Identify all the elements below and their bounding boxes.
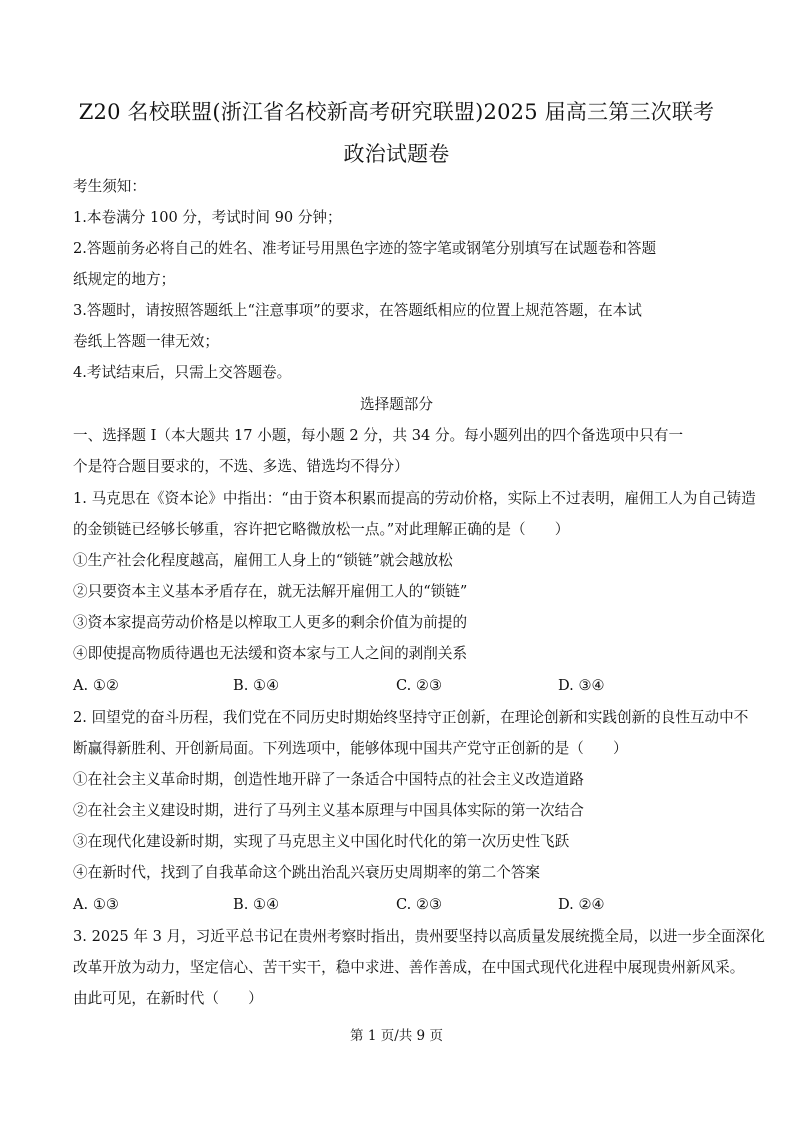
q1-option-c: C. ②③ bbox=[396, 677, 443, 694]
q1-stem-a: 1. 马克思在《资本论》中指出：“由于资本积累而提高的劳动价格，实际上不过表明，雇佣工人为自己铸造 bbox=[73, 490, 756, 507]
notice-item-1: 1.本卷满分 100 分，考试时间 90 分钟； bbox=[73, 209, 342, 226]
notice-item-4: 4.考试结束后，只需上交答题卷。 bbox=[73, 364, 292, 381]
q2-stem-b: 断赢得新胜利、开创新局面。下列选项中，能够体现中国共产党守正创新的是（ ） bbox=[73, 740, 628, 757]
q1-statement-2: ②只要资本主义基本矛盾存在，就无法解开雇佣工人的“锁链” bbox=[73, 583, 468, 600]
q3-stem-a: 3. 2025 年 3 月，习近平总书记在贵州考察时指出，贵州要坚持以高质量发展统揽全局，以进一步全面深化 bbox=[73, 928, 765, 945]
q1-option-d: D. ③④ bbox=[558, 677, 605, 694]
q1-statement-1: ①生产社会化程度越高，雇佣工人身上的“锁链”就会越放松 bbox=[73, 552, 453, 569]
q2-option-d: D. ②④ bbox=[558, 896, 605, 913]
q2-statement-4: ④在新时代，找到了自我革命这个跳出治乱兴衰历史周期率的第二个答案 bbox=[73, 864, 541, 881]
q1-statement-3: ③资本家提高劳动价格是以榨取工人更多的剩余价值为前提的 bbox=[73, 614, 468, 631]
q1-option-b: B. ①④ bbox=[233, 677, 280, 694]
q1-statement-4: ④即使提高物质待遇也无法缓和资本家与工人之间的剥削关系 bbox=[73, 645, 468, 662]
q2-option-a: A. ①③ bbox=[73, 896, 119, 913]
q2-statement-1: ①在社会主义革命时期，创造性地开辟了一条适合中国特点的社会主义改造道路 bbox=[73, 771, 584, 788]
notice-item-2a: 2.答题前务必将自己的姓名、准考证号用黑色字迹的签字笔或钢笔分别填写在试题卷和答题 bbox=[73, 240, 657, 257]
notice-item-3a: 3.答题时，请按照答题纸上“注意事项”的要求，在答题纸相应的位置上规范答题，在本试 bbox=[73, 302, 642, 319]
q1-option-a: A. ①② bbox=[73, 677, 119, 694]
section-intro-b: 个是符合题目要求的，不选、多选、错选均不得分） bbox=[73, 458, 409, 475]
q3-stem-b: 改革开放为动力，坚定信心、苦干实干，稳中求进、善作善成，在中国式现代化进程中展现贵州新风采。 bbox=[73, 959, 745, 976]
q2-stem-a: 2. 回望党的奋斗历程，我们党在不同历史时期始终坚持守正创新，在理论创新和实践创新的良性互动中不 bbox=[73, 709, 749, 726]
notice-item-3b: 卷纸上答题一律无效； bbox=[73, 333, 219, 350]
q2-statement-2: ②在社会主义建设时期，进行了马列主义基本原理与中国具体实际的第一次结合 bbox=[73, 802, 584, 819]
q2-option-c: C. ②③ bbox=[396, 896, 443, 913]
q2-option-b: B. ①④ bbox=[233, 896, 280, 913]
q1-stem-b: 的金锁链已经够长够重，容许把它略微放松一点。”对此理解正确的是（ ） bbox=[73, 521, 570, 538]
q2-statement-3: ③在现代化建设新时期，实现了马克思主义中国化时代化的第一次历史性飞跃 bbox=[73, 833, 570, 850]
exam-title-line1: Z20 名校联盟(浙江省名校新高考研究联盟)2025 届高三第三次联考 bbox=[78, 100, 715, 124]
part-title: 选择题部分 bbox=[360, 396, 433, 413]
section-intro-a: 一、选择题 I（本大题共 17 小题，每小题 2 分，共 34 分。每小题列出的四个备选项中只有一 bbox=[73, 427, 684, 444]
notice-heading: 考生须知： bbox=[73, 178, 146, 195]
exam-title-line2: 政治试题卷 bbox=[343, 142, 450, 166]
notice-item-2b: 纸规定的地方； bbox=[73, 271, 176, 288]
q3-stem-c: 由此可见，在新时代（ ） bbox=[73, 990, 263, 1007]
page-number: 第 1 页/共 9 页 bbox=[350, 1028, 443, 1044]
